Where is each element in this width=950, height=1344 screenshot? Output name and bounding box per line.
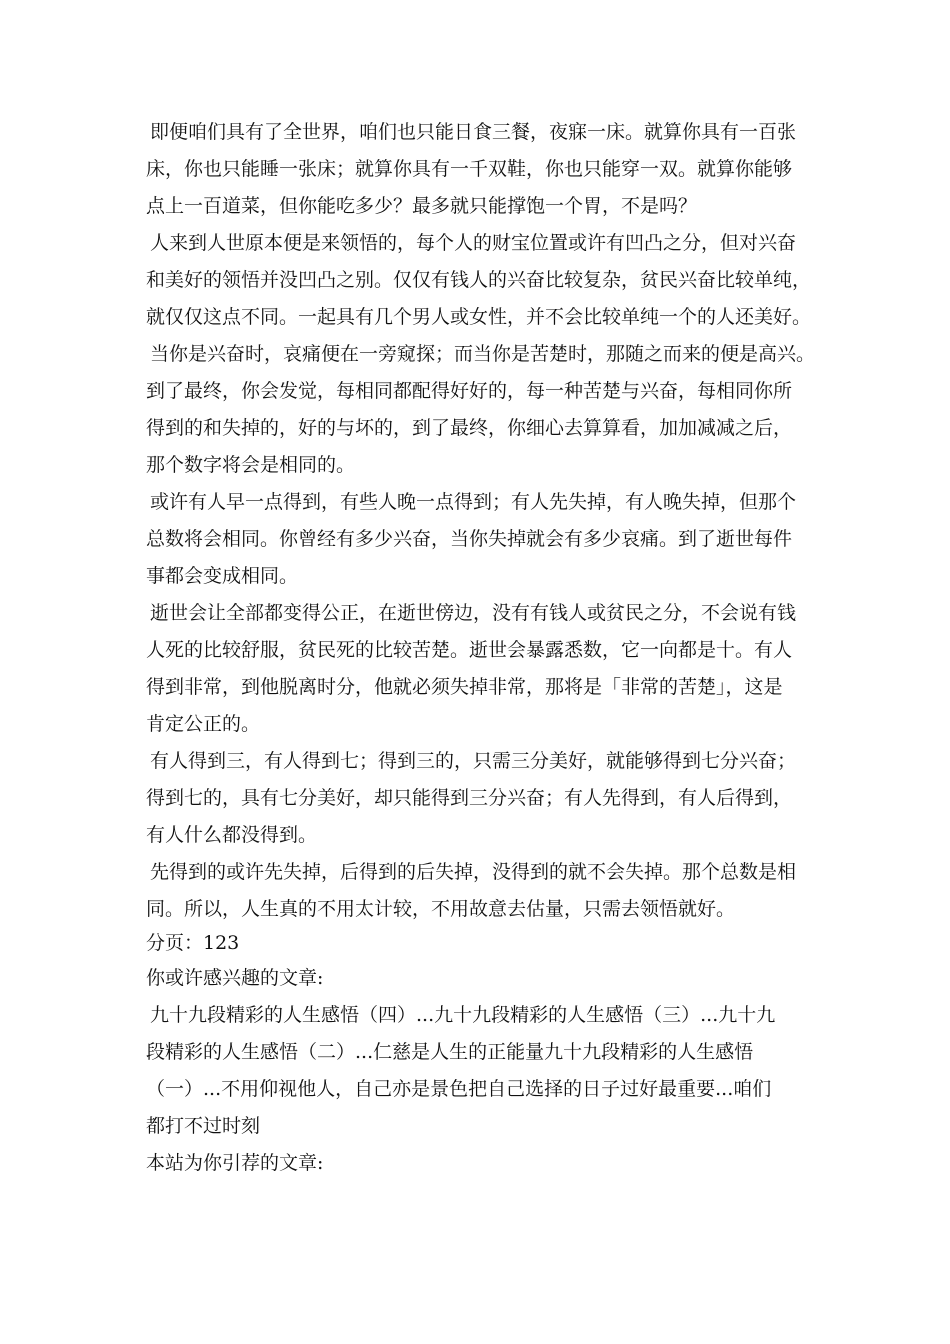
text-line: 就仅仅这点不同。一起具有几个男人或女性，并不会比较单纯一个的人还美好。 bbox=[146, 306, 812, 328]
text-line: 事都会变成相同。 bbox=[146, 565, 299, 587]
text-line: 人死的比较舒服，贫民死的比较苦楚。逝世会暴露悉数，它一向都是十。有人 bbox=[146, 639, 793, 661]
text-line: 逝世会让全部都变得公正，在逝世傍边，没有有钱人或贫民之分，不会说有钱 bbox=[150, 602, 797, 624]
related-articles-heading: 你或许感兴趣的文章: bbox=[146, 967, 324, 989]
text-line: 点上一百道菜，但你能吃多少？最多就只能撑饱一个胃，不是吗？ bbox=[146, 195, 698, 217]
text-line: 有人得到三，有人得到七；得到三的，只需三分美好，就能够得到七分兴奋； bbox=[150, 750, 797, 772]
text-line: 当你是兴奋时，哀痛便在一旁窥探；而当你是苦楚时，那随之而来的便是高兴。 bbox=[150, 343, 816, 365]
text-line: 肯定公正的。 bbox=[146, 713, 261, 735]
related-article-links[interactable]: 都打不过时刻 bbox=[146, 1115, 261, 1137]
text-line: 床，你也只能睡一张床；就算你具有一千双鞋，你也只能穿一双。就算你能够 bbox=[146, 158, 793, 180]
text-line: 和美好的领悟并没凹凸之别。仅仅有钱人的兴奋比较复杂，贫民兴奋比较单纯， bbox=[146, 269, 812, 291]
related-article-links[interactable]: 九十九段精彩的人生感悟（四）...九十九段精彩的人生感悟（三）...九十九 bbox=[150, 1004, 776, 1026]
text-line: 先得到的或许先失掉，后得到的后失掉，没得到的就不会失掉。那个总数是相 bbox=[150, 861, 797, 883]
text-line: 同。所以，人生真的不用太计较，不用故意去估量，只需去领悟就好。 bbox=[146, 898, 736, 920]
text-line: 总数将会相同。你曾经有多少兴奋，当你失掉就会有多少哀痛。到了逝世每件 bbox=[146, 528, 793, 550]
pagination-label: 分页：123 bbox=[146, 932, 240, 954]
related-article-links[interactable]: 段精彩的人生感悟（二）...仁慈是人生的正能量九十九段精彩的人生感悟 bbox=[146, 1041, 754, 1063]
text-line: 或许有人早一点得到，有些人晚一点得到；有人先失掉，有人晚失掉，但那个 bbox=[150, 491, 797, 513]
text-line: 得到的和失掉的，好的与坏的，到了最终，你细心去算算看，加加减减之后， bbox=[146, 417, 793, 439]
recommended-articles-heading: 本站为你引荐的文章: bbox=[146, 1152, 324, 1174]
text-line: 有人什么都没得到。 bbox=[146, 824, 318, 846]
text-line: 人来到人世原本便是来领悟的，每个人的财宝位置或许有凹凸之分，但对兴奋 bbox=[150, 232, 797, 254]
text-line: 即便咱们具有了全世界，咱们也只能日食三餐，夜寐一床。就算你具有一百张 bbox=[150, 121, 797, 143]
text-line: 那个数字将会是相同的。 bbox=[146, 454, 356, 476]
text-line: 得到七的，具有七分美好，却只能得到三分兴奋；有人先得到，有人后得到， bbox=[146, 787, 793, 809]
related-article-links[interactable]: （一）...不用仰视他人，自己亦是景色把自己选择的日子过好最重要...咱们 bbox=[146, 1078, 772, 1100]
text-line: 到了最终，你会发觉，每相同都配得好好的，每一种苦楚与兴奋，每相同你所 bbox=[146, 380, 793, 402]
text-line: 得到非常，到他脱离时分，他就必须失掉非常，那将是「非常的苦楚」，这是 bbox=[146, 676, 783, 698]
